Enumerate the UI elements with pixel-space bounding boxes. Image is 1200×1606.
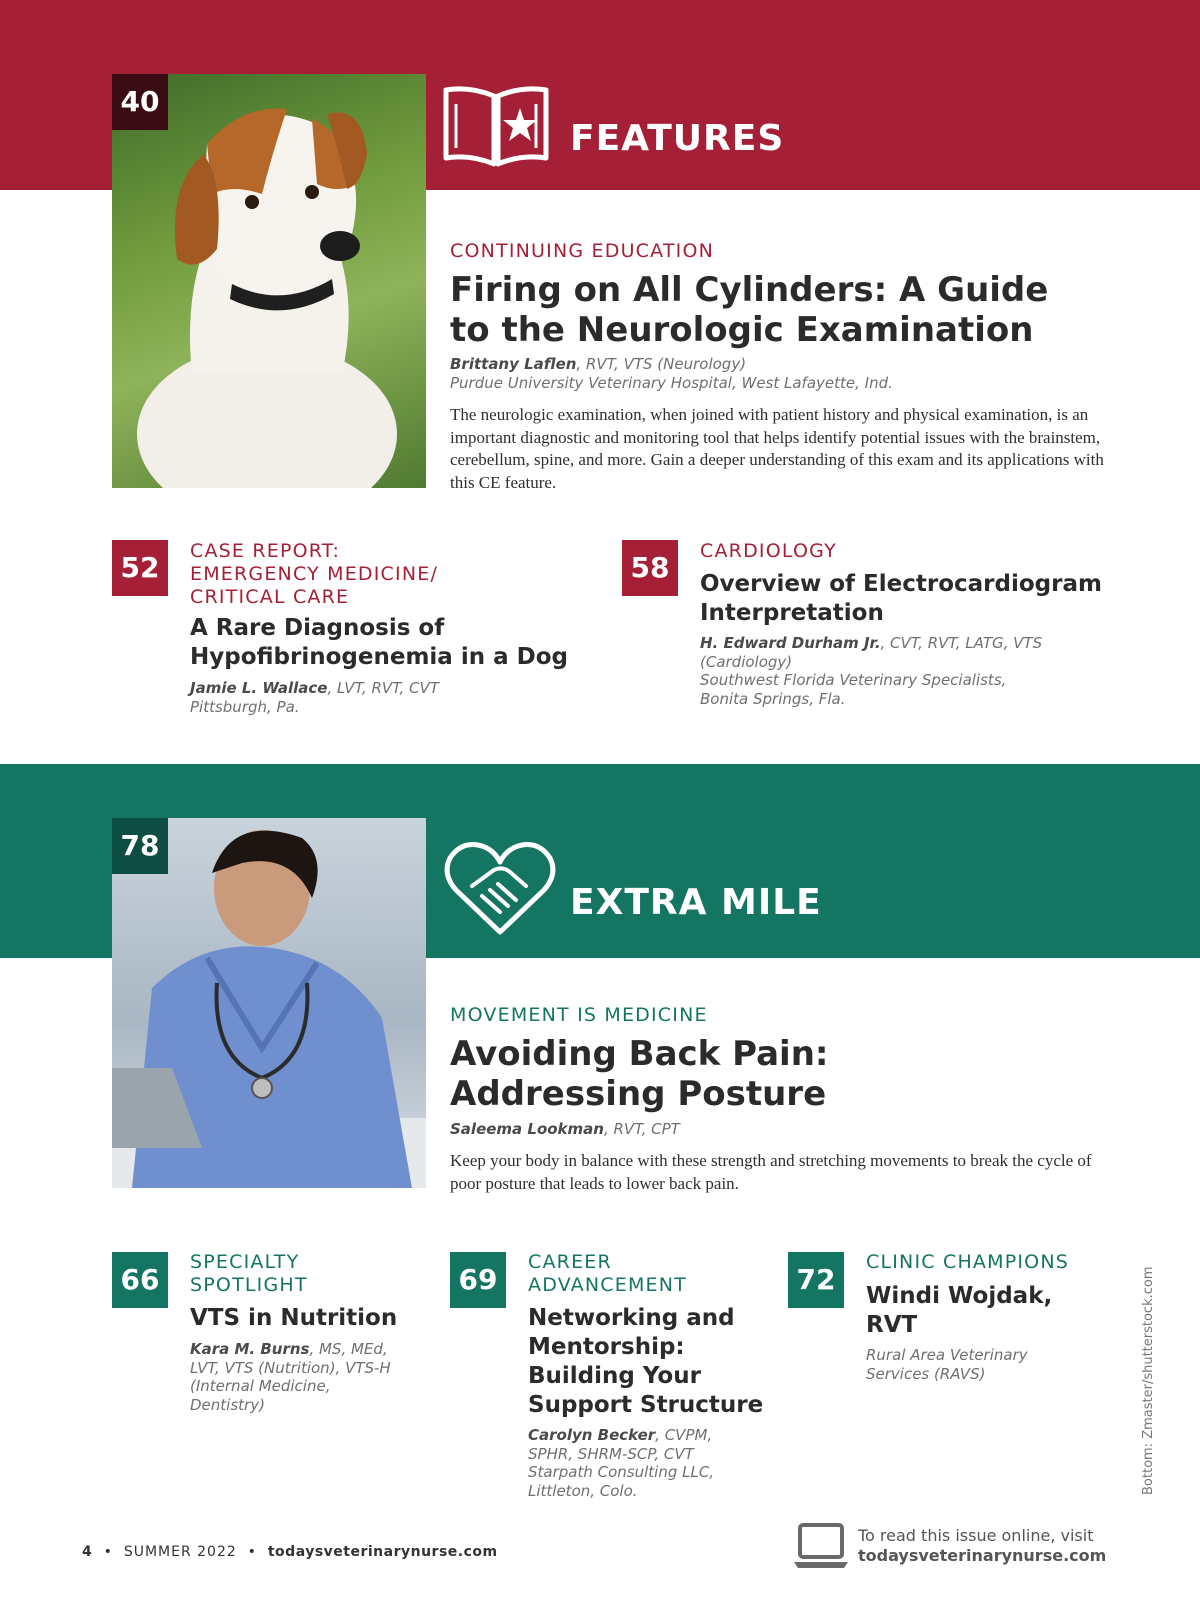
item-headline[interactable] (190, 1304, 397, 1333)
item-byline (190, 1340, 391, 1414)
item-headline-line: Building Your (528, 1363, 701, 1389)
author-credentials: , MS, MEd, (309, 1340, 388, 1358)
author-credentials-cont: Dentistry) (190, 1395, 265, 1414)
author-affiliation: Rural Area Veterinary (866, 1346, 1028, 1364)
item-headline[interactable] (190, 614, 568, 672)
author-credentials: , RVT, CPT (603, 1120, 680, 1138)
page-badge: 40 (112, 74, 168, 130)
page-number-badge: 66 (112, 1252, 168, 1308)
item-headline-line: Hypofibrinogenemia in a Dog (190, 644, 568, 670)
hero-kicker: CONTINUING EDUCATION (450, 240, 715, 262)
item-headline-line: A Rare Diagnosis of (190, 615, 445, 641)
hero-headline-line: to the Neurologic Examination (450, 310, 1034, 350)
item-kicker-line: CLINIC CHAMPIONS (866, 1251, 1070, 1273)
hero-byline (450, 355, 893, 392)
item-headline-line: Overview of Electrocardiogram (700, 571, 1102, 597)
footer-page-number: 4 (82, 1544, 93, 1560)
page-number-badge: 72 (788, 1252, 844, 1308)
book-star-icon (442, 84, 550, 170)
extra-mile-section-title: EXTRA MILE (570, 882, 822, 923)
item-kicker-line: EMERGENCY MEDICINE/ (190, 563, 439, 585)
footer-separator: • (242, 1544, 263, 1560)
author-affiliation: Purdue University Veterinary Hospital, West Lafayette, Ind. (450, 373, 893, 392)
author-credentials: , RVT, VTS (Neurology) (576, 355, 747, 373)
read-online-note (858, 1526, 1106, 1566)
item-byline (866, 1346, 1028, 1383)
author-credentials: , CVT, RVT, LATG, VTS (880, 634, 1043, 652)
feature-photo-dog[interactable] (112, 74, 426, 488)
item-headline-line: Mentorship: (528, 1334, 685, 1360)
author-credentials-cont: (Internal Medicine, (190, 1377, 331, 1395)
author-name: Brittany Laflen (450, 355, 577, 373)
item-headline-line: Networking and (528, 1305, 735, 1331)
item-headline-line: VTS in Nutrition (190, 1305, 398, 1331)
author-affiliation: Bonita Springs, Fla. (700, 689, 846, 708)
item-headline-line: RVT (866, 1312, 918, 1338)
author-affiliation: Starpath Consulting LLC, (528, 1463, 715, 1481)
item-kicker-line: SPOTLIGHT (190, 1274, 308, 1296)
author-name: Carolyn Becker (528, 1426, 656, 1444)
read-online-text: To read this issue online, visit (858, 1526, 1094, 1545)
hero-byline (450, 1120, 680, 1139)
item-kicker (528, 1251, 687, 1297)
item-kicker (190, 540, 438, 609)
author-name: Saleema Lookman (450, 1120, 604, 1138)
item-kicker (190, 1251, 308, 1297)
item-kicker (866, 1251, 1069, 1274)
read-online-link[interactable]: todaysveterinarynurse.com (858, 1546, 1107, 1565)
item-kicker-line: CASE REPORT: (190, 540, 341, 562)
author-affiliation: Littleton, Colo. (528, 1481, 638, 1500)
author-name: Kara M. Burns (190, 1340, 310, 1358)
hero-kicker: MOVEMENT IS MEDICINE (450, 1004, 708, 1026)
page-number-badge: 58 (622, 540, 678, 596)
footer-url[interactable]: todaysveterinarynurse.com (267, 1544, 498, 1560)
dog-illustration (112, 74, 426, 488)
item-kicker-line: ADVANCEMENT (528, 1274, 687, 1296)
hero-blurb: The neurologic examination, when joined with patient history and physical examination, is an important diagnostic and monitoring tool that helps identify potential issues with the brainstem, cerebellum, spine, and more. Gain a deeper understanding of this exam and its applications with this CE feature. (450, 405, 1104, 492)
item-kicker-line: CARDIOLOGY (700, 540, 837, 562)
photo-credit: Bottom: Zmaster/shutterstock.com (1141, 1266, 1156, 1495)
heart-handshake-icon (442, 840, 558, 938)
item-headline[interactable] (700, 570, 1102, 628)
hero-headline-line: Addressing Posture (450, 1074, 827, 1114)
hero-headline-line: Avoiding Back Pain: (450, 1034, 829, 1074)
hero-headline[interactable] (450, 270, 1150, 350)
author-credentials: , CVPM, (655, 1426, 713, 1444)
item-headline-line: Windi Wojdak, (866, 1283, 1053, 1309)
author-affiliation: Services (RAVS) (866, 1364, 986, 1383)
author-affiliation: Southwest Florida Veterinary Specialists, (700, 671, 1007, 689)
features-section-title: FEATURES (570, 118, 785, 159)
author-name: Jamie L. Wallace (190, 679, 328, 697)
item-kicker-line: SPECIALTY (190, 1251, 300, 1273)
item-headline-line: Support Structure (528, 1392, 764, 1418)
page-badge: 78 (112, 818, 168, 874)
item-headline-line: Interpretation (700, 600, 884, 626)
item-kicker-line: CAREER (528, 1251, 612, 1273)
author-credentials-cont: (Cardiology) (700, 652, 793, 671)
hero-headline-line: Firing on All Cylinders: A Guide (450, 270, 1049, 310)
hero-headline[interactable] (450, 1034, 1150, 1114)
hero-blurb: Keep your body in balance with these strength and stretching movements to break the cycle of poor posture that leads to lower back pain. (450, 1151, 1092, 1193)
feature-photo-nurse[interactable] (112, 818, 426, 1188)
item-headline[interactable] (528, 1304, 763, 1420)
laptop-icon (794, 1522, 848, 1570)
author-credentials-cont: SPHR, SHRM-SCP, CVT (528, 1444, 694, 1463)
item-byline (190, 679, 439, 716)
item-byline (528, 1426, 714, 1500)
author-credentials-cont: LVT, VTS (Nutrition), VTS-H (190, 1358, 391, 1377)
page-number-badge: 69 (450, 1252, 506, 1308)
footer-issue: SUMMER 2022 (123, 1544, 237, 1560)
item-headline[interactable] (866, 1282, 1052, 1340)
item-kicker-line: CRITICAL CARE (190, 586, 350, 608)
page-number-badge: 52 (112, 540, 168, 596)
author-affiliation: Pittsburgh, Pa. (190, 697, 300, 716)
page-footer (82, 1544, 498, 1560)
author-credentials: , LVT, RVT, CVT (327, 679, 439, 697)
item-kicker (700, 540, 837, 563)
footer-separator: • (98, 1544, 119, 1560)
author-name: H. Edward Durham Jr. (700, 634, 881, 652)
item-byline (700, 634, 1042, 708)
